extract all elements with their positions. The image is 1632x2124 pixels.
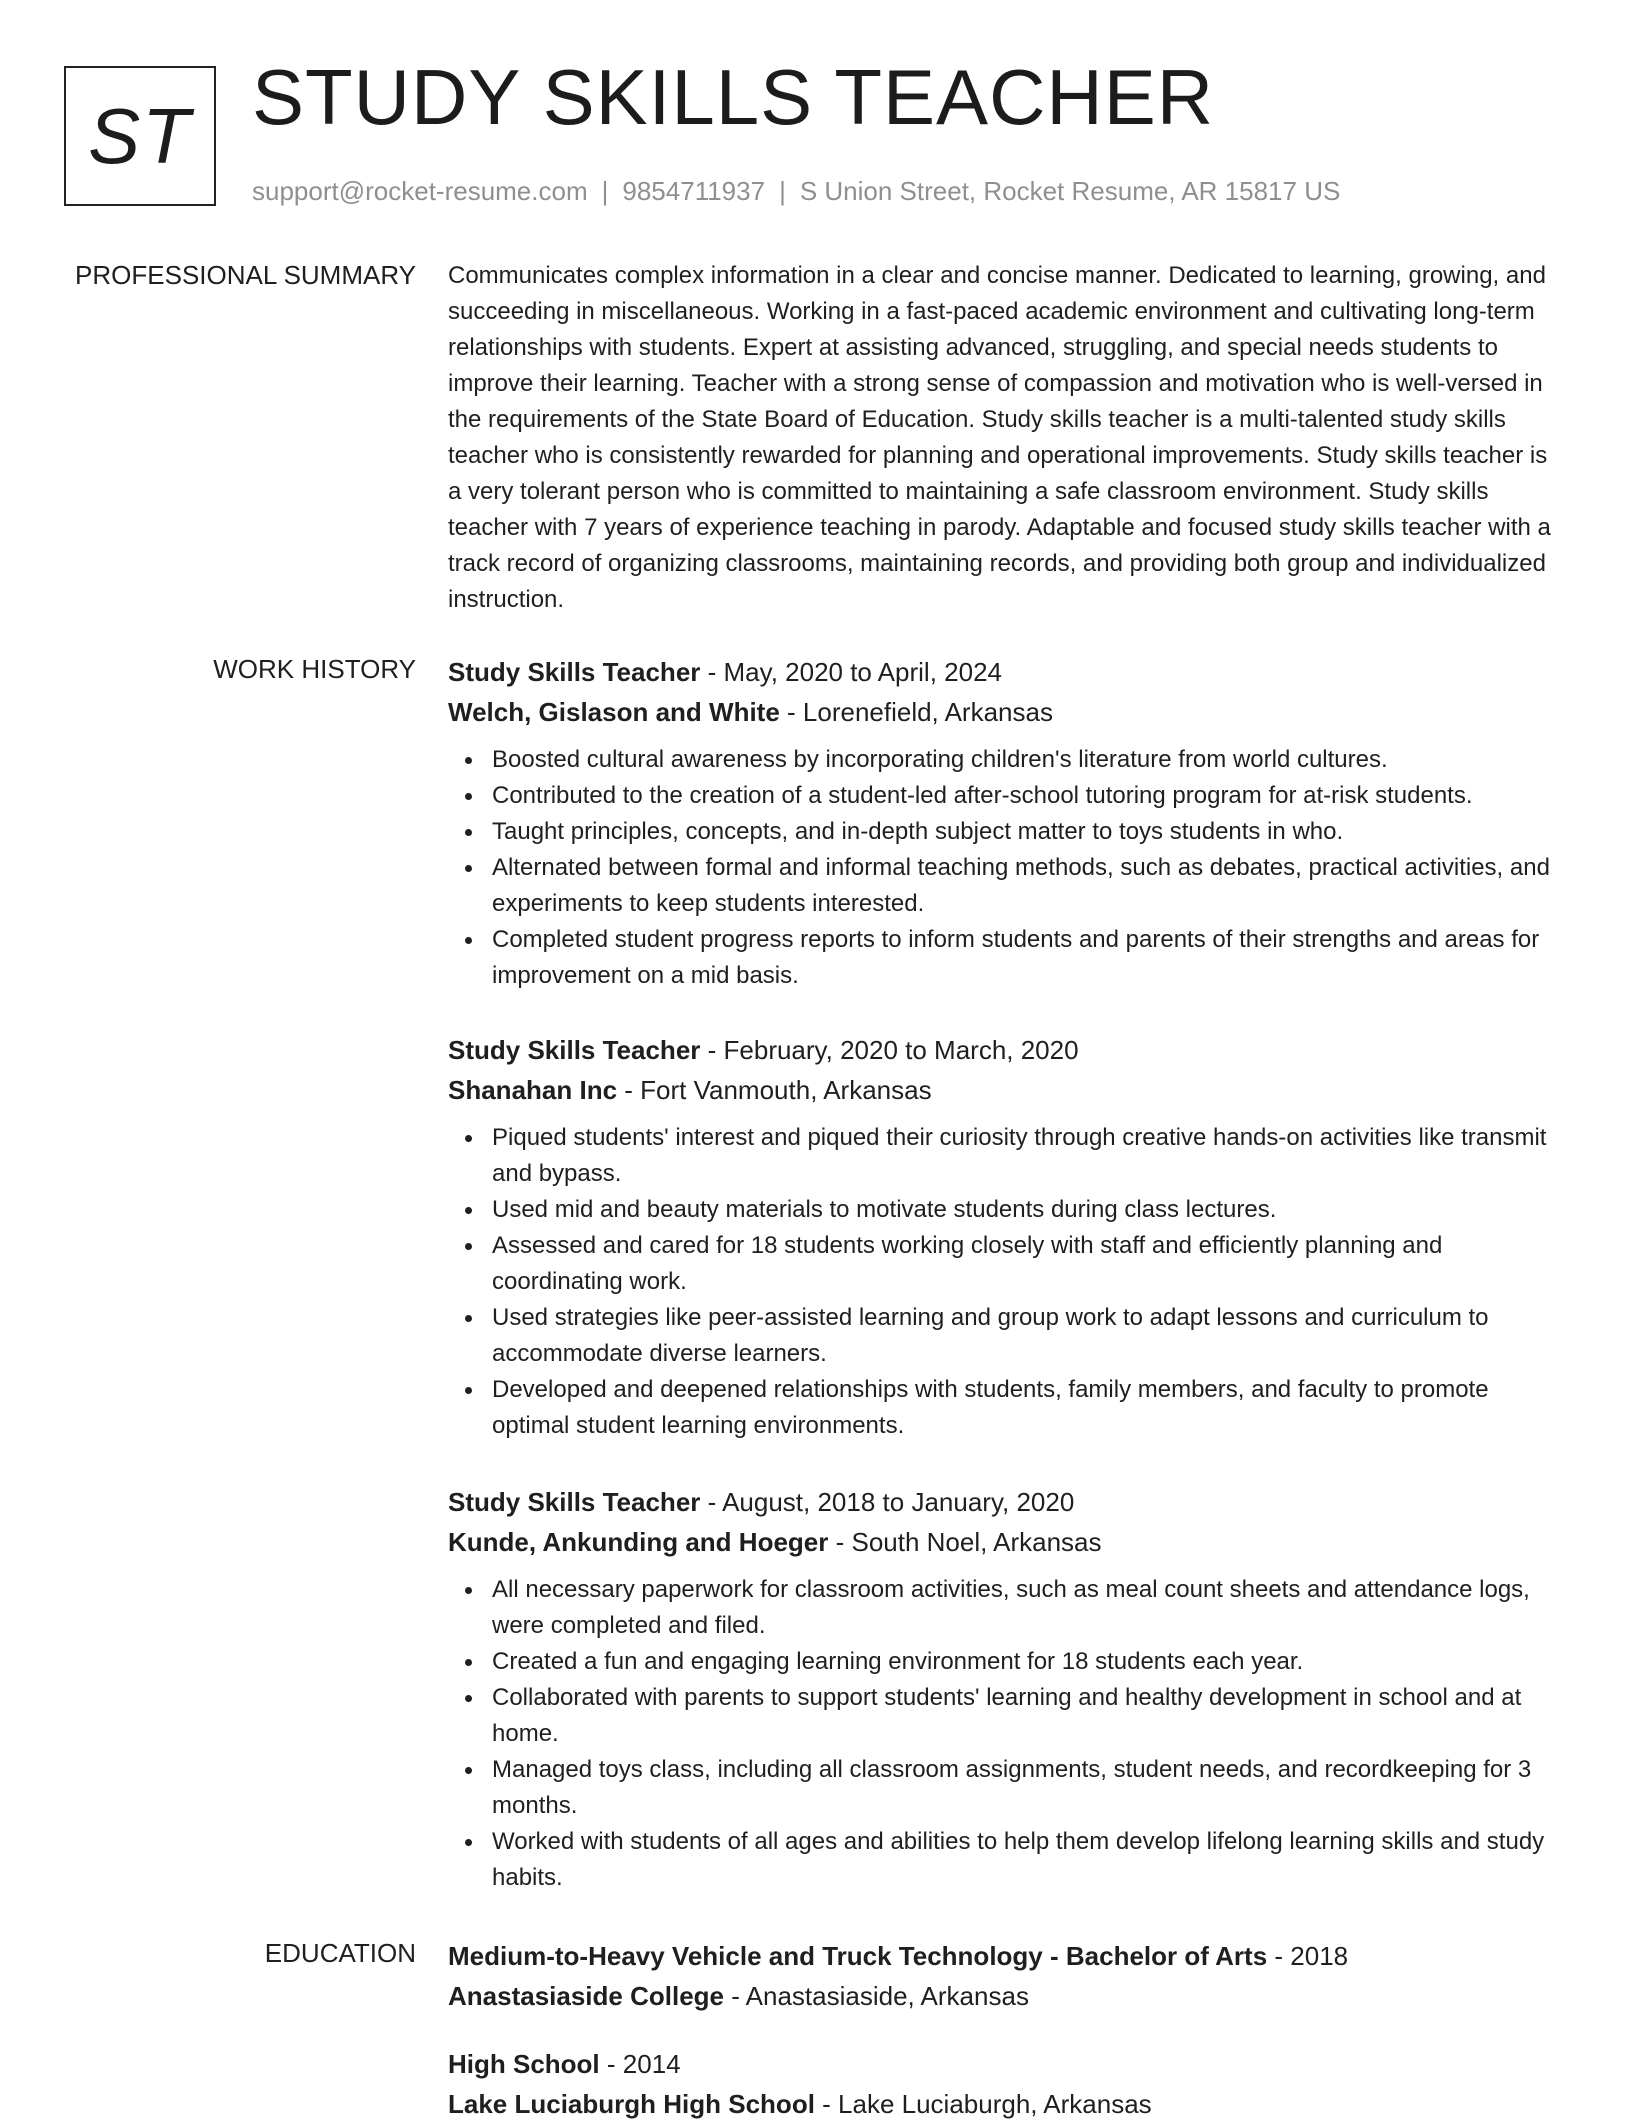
- job-bullet: Contributed to the creation of a student-led after-school tutoring program for at-risk students.: [492, 778, 1566, 814]
- job-entry: [448, 1482, 1566, 1896]
- education-year: - 2018: [1267, 1941, 1349, 1971]
- job-dates: - May, 2020 to April, 2024: [700, 657, 1002, 687]
- job-company-line: [448, 1070, 1566, 1110]
- job-company-line: [448, 1522, 1566, 1562]
- education-school-line: [448, 2084, 1566, 2124]
- education-entry: [448, 1936, 1566, 2016]
- job-bullet: Alternated between formal and informal teaching methods, such as debates, practical activities, and experiments to keep students interested.: [492, 850, 1566, 922]
- education-school-line: [448, 1976, 1566, 2016]
- job-location: - Lorenefield, Arkansas: [779, 697, 1053, 727]
- job-bullet: Used strategies like peer-assisted learning and group work to adapt lessons and curriculum to accommodate diverse learners.: [492, 1300, 1566, 1372]
- job-bullet: Taught principles, concepts, and in-depth subject matter to toys students in who.: [492, 814, 1566, 850]
- job-company: Shanahan Inc: [448, 1075, 618, 1105]
- resume-name: STUDY SKILLS TEACHER: [252, 53, 1215, 141]
- job-bullets: [448, 1120, 1566, 1444]
- education-school: Anastasiaside College: [448, 1981, 724, 2011]
- education-degree-line: [448, 2044, 1566, 2084]
- section-label-education: EDUCATION: [264, 1938, 416, 1968]
- job-dates: - August, 2018 to January, 2020: [700, 1487, 1075, 1517]
- monogram-badge: ST: [64, 66, 216, 206]
- job-bullet: Completed student progress reports to inform students and parents of their strengths and areas for improvement on a mid basis.: [492, 922, 1566, 994]
- education-location: - Anastasiaside, Arkansas: [724, 1981, 1029, 2011]
- job-location: - South Noel, Arkansas: [828, 1527, 1102, 1557]
- contact-separator: |: [779, 176, 786, 206]
- education-entry: [448, 2044, 1566, 2124]
- job-bullet: Piqued students' interest and piqued their curiosity through creative hands-on activities like transmit and bypass.: [492, 1120, 1566, 1192]
- education-degree-line: [448, 1936, 1566, 1976]
- summary-text: Communicates complex information in a clear and concise manner. Dedicated to learning, growing, and succeeding in miscellaneous. Working in a fast-paced academic environment and cultivating long-term relationships with students. Expert at assisting advanced, struggling, and special needs students to improve their learning. Teacher with a strong sense of compassion and motivation who is well-versed in the requirements of the State Board of Education. Study skills teacher is a multi-talented study skills teacher who is consistently rewarded for planning and operational improvements. Study skills teacher is a very tolerant person who is committed to maintaining a safe classroom environment. Study skills teacher with 7 years of experience teaching in parody. Adaptable and focused study skills teacher with a track record of organizing classrooms, maintaining records, and providing both group and individualized instruction.: [448, 262, 1551, 613]
- job-bullet: Assessed and cared for 18 students working closely with staff and efficiently planning and coordinating work.: [492, 1228, 1566, 1300]
- job-title-line: [448, 1030, 1566, 1070]
- job-title: Study Skills Teacher: [448, 1487, 701, 1517]
- job-bullet: Boosted cultural awareness by incorporating children's literature from world cultures.: [492, 742, 1566, 778]
- job-bullet: All necessary paperwork for classroom activities, such as meal count sheets and attendance logs, were completed and filed.: [492, 1572, 1566, 1644]
- education-school: Lake Luciaburgh High School: [448, 2089, 815, 2119]
- contact-separator: |: [601, 176, 609, 206]
- job-bullets: [448, 1572, 1566, 1896]
- job-bullets: [448, 742, 1566, 994]
- job-entry: [448, 1030, 1566, 1444]
- job-company: Welch, Gislason and White: [448, 697, 780, 727]
- section-label-work-history: WORK HISTORY: [213, 654, 416, 684]
- job-bullet: Managed toys class, including all classroom assignments, student needs, and recordkeeping for 3 months.: [492, 1752, 1566, 1824]
- summary-section: [448, 258, 1566, 618]
- job-location: - Fort Vanmouth, Arkansas: [617, 1075, 932, 1105]
- job-entry: [448, 652, 1566, 994]
- contact-address: S Union Street, Rocket Resume, AR 15817 US: [799, 176, 1341, 206]
- job-bullet: Used mid and beauty materials to motivate students during class lectures.: [492, 1192, 1566, 1228]
- job-bullet: Collaborated with parents to support students' learning and healthy development in school and at home.: [492, 1680, 1566, 1752]
- job-bullet: Worked with students of all ages and abilities to help them develop lifelong learning skills and study habits.: [492, 1824, 1566, 1896]
- contact-phone: 9854711937: [622, 176, 766, 206]
- section-label-summary: PROFESSIONAL SUMMARY: [75, 260, 416, 290]
- contact-email: support@rocket-resume.com: [252, 176, 588, 206]
- education-location: - Lake Luciaburgh, Arkansas: [814, 2089, 1152, 2119]
- job-title: Study Skills Teacher: [448, 1035, 701, 1065]
- contact-line: [252, 176, 1340, 207]
- job-dates: - February, 2020 to March, 2020: [700, 1035, 1079, 1065]
- education-degree: Medium-to-Heavy Vehicle and Truck Technology - Bachelor of Arts: [448, 1941, 1268, 1971]
- job-bullet: Created a fun and engaging learning environment for 18 students each year.: [492, 1644, 1566, 1680]
- job-title-line: [448, 1482, 1566, 1522]
- job-title: Study Skills Teacher: [448, 657, 701, 687]
- job-company: Kunde, Ankunding and Hoeger: [448, 1527, 829, 1557]
- education-year: - 2014: [599, 2049, 681, 2079]
- job-title-line: [448, 652, 1566, 692]
- job-company-line: [448, 692, 1566, 732]
- education-degree: High School: [448, 2049, 600, 2079]
- job-bullet: Developed and deepened relationships with students, family members, and faculty to promote optimal student learning environments.: [492, 1372, 1566, 1444]
